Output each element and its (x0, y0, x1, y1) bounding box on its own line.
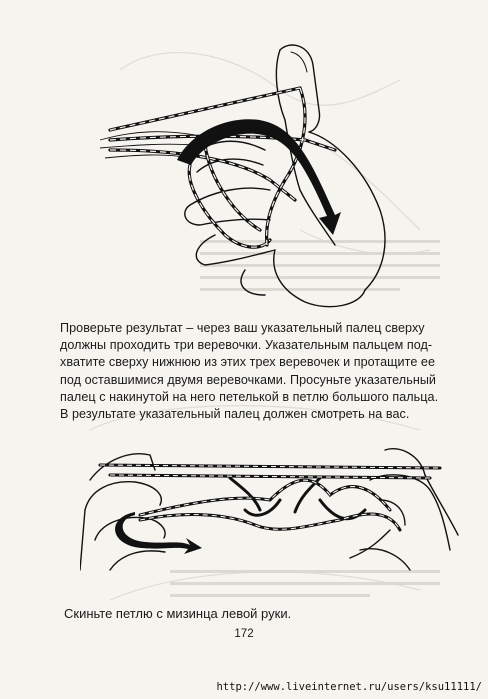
paragraph-line: Проверьте результат – через ваш указательный палец сверху (60, 321, 425, 335)
page-number: 172 (234, 628, 254, 640)
paragraph-line: хватите сверху нижнюю из этих трех веревочек и протащите ее (60, 355, 436, 370)
paragraph-line: В результате указательный палец должен смотреть на вас. (60, 407, 410, 422)
illustration-two-hands-string-figure (80, 440, 460, 580)
figure-caption: Скиньте петлю с мизинца левой руки. (64, 606, 292, 621)
paragraph-line: под оставшимися двумя веревочками. Просуньте указательный (60, 372, 437, 387)
paragraph-line: палец с накинутой на него петелькой в петлю большого пальца. (60, 389, 439, 404)
watermark-url: http://www.liveinternet.ru/users/ksu11111/ (216, 681, 482, 693)
illustration-hand-index-finger (95, 40, 395, 315)
paragraph-line: должны проходить три веревочки. Указательным пальцем под- (60, 338, 433, 353)
instruction-paragraph (60, 320, 460, 423)
